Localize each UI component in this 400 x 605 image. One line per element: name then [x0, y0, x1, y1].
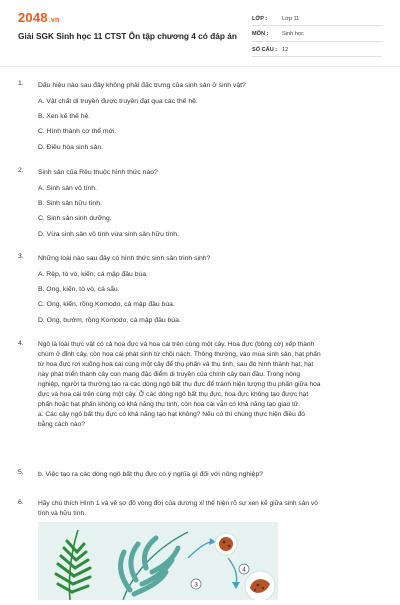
- question-3: [18, 253, 384, 326]
- paragraph-line: từ hoa đực rơi xuống hoa cái cùng một cây để thụ phấn và thụ tinh, sau đó hình thành hạt; hạt: [38, 361, 314, 368]
- question-number: 4.: [18, 340, 24, 347]
- paragraph-line: bằng cách nào?: [38, 421, 85, 428]
- sporangium-icon: [215, 533, 237, 555]
- option-c[interactable]: C. Hình thành cơ thể mới.: [38, 128, 117, 136]
- fern-lifecycle-figure: [38, 522, 278, 600]
- meta-row-count: [252, 43, 382, 57]
- question-text: b. Việc tạo ra các dòng ngô bất thụ đực có ý nghĩa gì đối với nông nghiệp?: [38, 471, 264, 478]
- option-b[interactable]: B. Xen kẽ thế hệ.: [38, 112, 91, 120]
- paragraph-line: này phát triển thành cây con mang đặc điểm di truyền của chính cây ban đầu. Trong nông: [38, 371, 301, 378]
- meta-row-subject: [252, 28, 382, 42]
- option-d[interactable]: D. Vừa sinh sản vô tính vừa sinh sản hữu tính.: [38, 230, 179, 238]
- svg-text:3: 3: [194, 581, 198, 589]
- page-title: Giải SGK Sinh học 11 CTST Ôn tập chương 4 có đáp án: [18, 31, 237, 41]
- option-a[interactable]: A. Sinh sản vô tính.: [38, 184, 97, 192]
- paragraph-line: nghiệp, người ta thường tạo ra các dòng ngô bất thụ đực để tránh hiện tượng thụ phấn giữa hoa: [38, 381, 321, 388]
- meta-table: [252, 12, 382, 59]
- option-b[interactable]: B. Sinh sản hữu tính.: [38, 199, 102, 207]
- option-a[interactable]: A. Vật chất di truyền được truyền đạt qua các thế hệ.: [38, 97, 198, 105]
- option-c[interactable]: C. Ong, kiến, rồng Komodo, cá mập đầu búa.: [38, 301, 175, 309]
- paragraph-line: phấn hoặc hạt phấn không có khả năng thụ tinh, còn hoa cái vẫn có khả năng tạo giao tử.: [38, 401, 301, 408]
- question-number: 2.: [18, 167, 24, 174]
- question-6: [18, 499, 384, 519]
- option-b[interactable]: B. Ong, kiến, tò vò, cá sấu.: [38, 285, 120, 293]
- meta-row-class: [252, 12, 382, 26]
- paragraph-line: Ngô là loài thực vật có cả hoa đực và hoa cái trên cùng một cây. Hoa đực (bông cờ) xếp thành: [38, 341, 315, 348]
- meta-value: Lớp 11: [282, 15, 300, 22]
- option-d[interactable]: D. Điều hòa sinh sản.: [38, 143, 103, 151]
- question-number: 5.: [18, 469, 24, 476]
- paragraph-line: Hãy chú thích Hình 1 và vẽ sơ đồ vòng đời của dương xỉ thể hiện rõ sự xen kẽ giữa sinh sản vô: [38, 500, 318, 507]
- meta-label: SỐ CÂU :: [252, 46, 278, 53]
- option-d[interactable]: D. Ong, bướm, rồng Komodo, cá mập đầu búa.: [38, 316, 181, 324]
- site-logo[interactable]: [18, 10, 59, 25]
- label-marker: [191, 579, 201, 589]
- header: [0, 0, 400, 68]
- question-2: [18, 167, 384, 240]
- meta-label: LỚP :: [252, 15, 268, 22]
- question-4: [18, 340, 384, 430]
- svg-text:4: 4: [242, 566, 246, 574]
- label-marker: [239, 564, 249, 574]
- question-number: 6.: [18, 499, 24, 506]
- header-divider: [0, 66, 400, 67]
- question-text: Những loài nào sau đây có hình thức sinh sản trinh sinh?: [38, 255, 211, 262]
- question-number: 3.: [18, 253, 24, 260]
- meta-label: MÔN :: [252, 31, 269, 37]
- paragraph-line: chùm ở đỉnh cây, còn hoa cái phát sinh từ chồi nách. Thông thường, vào mùa sinh sản, hạt phấn: [38, 351, 321, 358]
- question-number: 1.: [18, 80, 24, 87]
- paragraph-line: a. Các cây ngô bất thụ đực có khả năng tạo hạt không? Nếu có thì chúng thực hiện điều đó: [38, 411, 305, 418]
- logo-suffix: .vn: [48, 17, 60, 24]
- figure-background: [38, 522, 278, 600]
- logo-text: 2048: [18, 10, 48, 25]
- paragraph-line: đực và hoa cái trên cùng một cây. Ở các dòng ngô bất thụ đực, hoa đực không tạo được hạt: [38, 391, 309, 398]
- question-text: Dấu hiệu nào sau đây không phải đặc trưng của sinh sản ở sinh vật?: [38, 82, 246, 89]
- question-1: [18, 80, 384, 153]
- question-5: [18, 469, 384, 480]
- meta-value: 12: [282, 46, 289, 53]
- question-text: Sinh sản của Rêu thuộc hình thức nào?: [38, 169, 158, 176]
- meta-value: Sinh học: [282, 31, 304, 37]
- spore-release-icon: [245, 571, 275, 600]
- option-a[interactable]: A. Rệp, tò vò, kiến, cá mập đầu búa.: [38, 270, 148, 278]
- fern-lifecycle-diagram: [38, 522, 278, 600]
- paragraph-line: tính và hữu tính.: [38, 510, 87, 517]
- option-c[interactable]: C. Sinh sản sinh dưỡng.: [38, 215, 112, 223]
